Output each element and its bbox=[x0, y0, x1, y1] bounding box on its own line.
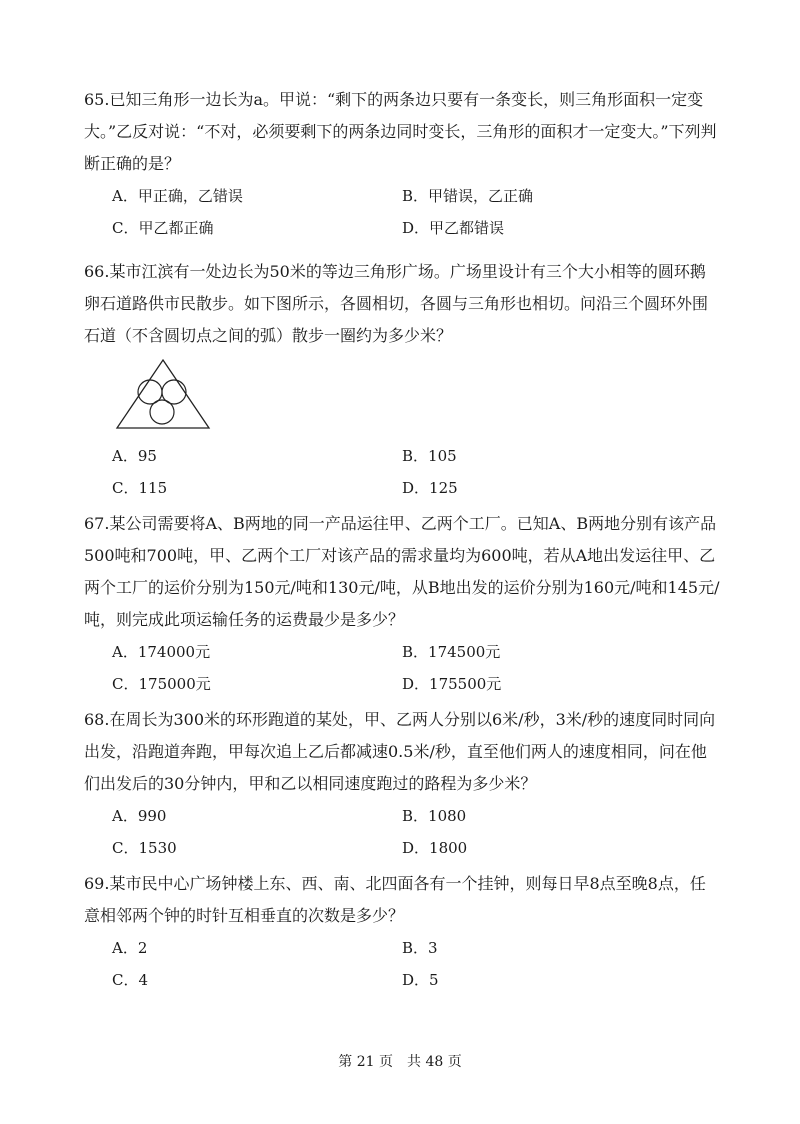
option-d: D．甲乙都错误 bbox=[402, 219, 505, 237]
question-67 bbox=[0, 508, 800, 700]
options bbox=[112, 800, 800, 864]
option-c: C．175000元 bbox=[112, 675, 211, 693]
question-text: 某市江滨有一处边长为50米的等边三角形广场。广场里设计有三个大小相等的圆环鹅卵石道路供市民散步。如下图所示，各圆相切，各圆与三角形也相切。问沿三个圆环外围石道（不含圆切点之间的弧）散步一圈约为多少米？ bbox=[84, 262, 709, 345]
question-66 bbox=[0, 256, 800, 504]
option-c: C．1530 bbox=[112, 839, 177, 857]
option-a: A．95 bbox=[112, 447, 157, 465]
question-text: 在周长为300米的环形跑道的某处，甲、乙两人分别以6米/秒，3米/秒的速度同时同向出发，沿跑道奔跑，甲每次追上乙后都减速0.5米/秒，直至他们两人的速度相同，问在他们出发后的30分钟内，甲和乙以相同速度跑过的路程为多少米？ bbox=[84, 710, 716, 793]
option-d: D．5 bbox=[402, 971, 439, 989]
option-d: D．1800 bbox=[402, 839, 468, 857]
question-number: 69. bbox=[84, 874, 110, 893]
question-text: 已知三角形一边长为a。甲说：“剩下的两条边只要有一条变长，则三角形面积一定变大。”乙反对说：“不对，必须要剩下的两条边同时变长，三角形的面积才一定变大。”下列判断正确的是？ bbox=[84, 90, 717, 173]
triangle-with-three-circles-icon bbox=[115, 358, 211, 430]
options bbox=[112, 180, 800, 244]
question-69 bbox=[0, 868, 800, 996]
question-68 bbox=[0, 704, 800, 864]
option-d: D．125 bbox=[402, 479, 458, 497]
question-text: 某市民中心广场钟楼上东、西、南、北四面各有一个挂钟，则每日早8点至晚8点，任意相邻两个钟的时针互相垂直的次数是多少？ bbox=[84, 874, 706, 925]
option-b: B．1080 bbox=[402, 807, 467, 825]
option-a: A．990 bbox=[112, 807, 167, 825]
question-text: 某公司需要将A、B两地的同一产品运往甲、乙两个工厂。已知A、B两地分别有该产品500吨和700吨，甲、乙两个工厂对该产品的需求量均为600吨，若从A地出发运往甲、乙两个工厂的运价分别为150元/吨和130元/吨，从B地出发的运价分别为160元/吨和145元/吨，则完成此项运输任务的运费最少是多少？ bbox=[84, 514, 720, 629]
question-number: 68. bbox=[84, 710, 110, 729]
option-a: A．2 bbox=[112, 939, 148, 957]
option-b: B．105 bbox=[402, 447, 457, 465]
page-footer: 第 21 页 共 48 页 bbox=[338, 1054, 462, 1070]
options bbox=[112, 932, 800, 996]
option-b: B．3 bbox=[402, 939, 438, 957]
question-number: 65. bbox=[84, 90, 110, 109]
option-c: C．4 bbox=[112, 971, 149, 989]
option-a: A．174000元 bbox=[112, 643, 211, 661]
option-b: B．174500元 bbox=[402, 643, 501, 661]
option-d: D．175500元 bbox=[402, 675, 502, 693]
question-number: 67. bbox=[84, 514, 110, 533]
question-65 bbox=[0, 84, 800, 244]
option-c: C．115 bbox=[112, 479, 168, 497]
option-b: B．甲错误，乙正确 bbox=[402, 187, 534, 205]
option-a: A．甲正确，乙错误 bbox=[112, 187, 243, 205]
options bbox=[112, 440, 800, 504]
option-c: C．甲乙都正确 bbox=[112, 219, 214, 237]
question-number: 66. bbox=[84, 262, 110, 281]
options bbox=[112, 636, 800, 700]
